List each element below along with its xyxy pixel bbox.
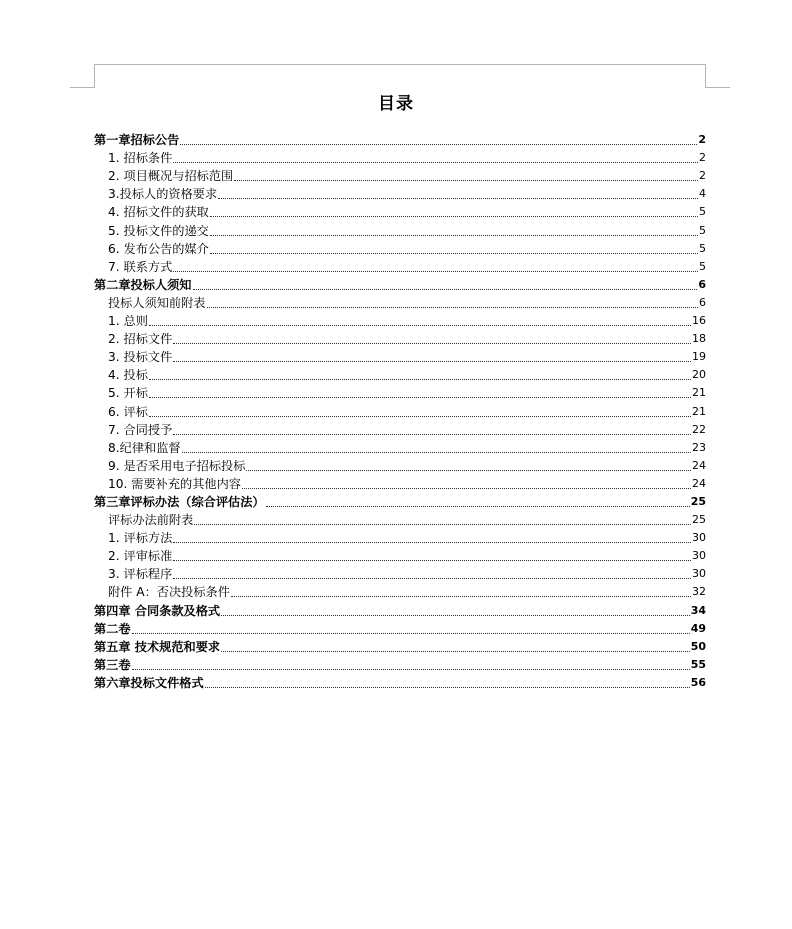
toc-section-entry[interactable] [94, 583, 706, 601]
toc-leader-dots [173, 541, 691, 543]
toc-entry-label: 3. 评标程序 [108, 567, 173, 582]
toc-leader-dots [173, 360, 691, 362]
toc-section-entry[interactable] [94, 312, 706, 330]
toc-chapter-entry[interactable] [94, 601, 706, 619]
toc-leader-dots [173, 559, 691, 561]
toc-chapter-entry[interactable] [94, 674, 706, 692]
toc-entry-page-number: 25 [690, 494, 706, 508]
toc-entry-label: 第六章投标文件格式 [94, 675, 204, 690]
toc-entry-label: 附件 A：否决投标条件 [108, 585, 230, 600]
toc-section-entry[interactable] [94, 203, 706, 221]
toc-entry-label: 1. 招标条件 [108, 151, 173, 166]
toc-leader-dots [242, 487, 691, 489]
toc-leader-dots [132, 632, 690, 634]
toc-section-entry[interactable] [94, 366, 706, 384]
toc-leader-dots [180, 143, 697, 145]
crop-mark-top-left [94, 64, 95, 88]
toc-entry-label: 投标人须知前附表 [108, 295, 206, 310]
toc-section-entry[interactable] [94, 348, 706, 366]
toc-section-entry[interactable] [94, 221, 706, 239]
toc-entry-label: 9. 是否采用电子招标投标 [108, 458, 246, 473]
toc-section-entry[interactable] [94, 439, 706, 457]
toc-entry-page-number: 2 [699, 169, 706, 183]
toc-entry-page-number: 2 [698, 133, 706, 147]
toc-leader-dots [193, 288, 698, 290]
toc-entry-label: 2. 项目概况与招标范围 [108, 169, 234, 184]
toc-entry-label: 6. 评标 [108, 404, 148, 419]
toc-leader-dots [218, 197, 698, 199]
toc-entry-page-number: 32 [692, 585, 706, 599]
toc-entry-label: 第五章 技术规范和要求 [94, 639, 221, 654]
toc-entry-page-number: 55 [690, 657, 706, 671]
toc-entry-label: 1. 总则 [108, 314, 148, 329]
toc-entry-page-number: 4 [699, 187, 706, 201]
toc-leader-dots [207, 306, 699, 308]
crop-mark-top-left-horizontal [70, 87, 94, 88]
toc-leader-dots [221, 614, 690, 616]
toc-entry-page-number: 30 [692, 567, 706, 581]
toc-entry-page-number: 5 [699, 205, 706, 219]
toc-chapter-entry[interactable] [94, 276, 706, 294]
crop-mark-top-right [705, 64, 706, 88]
toc-chapter-entry[interactable] [94, 638, 706, 656]
toc-entry-label: 4. 招标文件的获取 [108, 205, 209, 220]
toc-entry-label: 2. 招标文件 [108, 332, 173, 347]
toc-section-entry[interactable] [94, 384, 706, 402]
toc-entry-page-number: 34 [690, 603, 706, 617]
toc-entry-label: 评标办法前附表 [108, 513, 194, 528]
toc-entry-page-number: 2 [699, 151, 706, 165]
toc-entry-label: 第二章投标人须知 [94, 277, 192, 292]
toc-section-entry[interactable] [94, 185, 706, 203]
toc-leader-dots [149, 396, 691, 398]
crop-mark-top-right-horizontal [706, 87, 730, 88]
toc-leader-dots [205, 686, 690, 688]
toc-leader-dots [231, 595, 691, 597]
toc-entry-page-number: 16 [692, 314, 706, 328]
toc-entry-page-number: 20 [692, 368, 706, 382]
toc-section-entry[interactable] [94, 149, 706, 167]
toc-entry-label: 第一章招标公告 [94, 133, 180, 148]
toc-section-entry[interactable] [94, 475, 706, 493]
toc-entry-label: 6. 发布公告的媒介 [108, 241, 209, 256]
toc-section-entry[interactable] [94, 240, 706, 258]
toc-leader-dots [210, 252, 698, 254]
toc-entry-label: 第三章评标办法（综合评估法） [94, 494, 265, 509]
toc-entry-page-number: 19 [692, 350, 706, 364]
toc-leader-dots [234, 179, 698, 181]
toc-entry-label: 7. 联系方式 [108, 259, 173, 274]
toc-chapter-entry[interactable] [94, 131, 706, 149]
toc-leader-dots [149, 415, 691, 417]
toc-leader-dots [182, 451, 691, 453]
toc-section-entry[interactable] [94, 511, 706, 529]
toc-leader-dots [246, 469, 691, 471]
toc-leader-dots [173, 161, 698, 163]
toc-section-entry[interactable] [94, 167, 706, 185]
toc-leader-dots [149, 324, 691, 326]
toc-section-entry[interactable] [94, 258, 706, 276]
toc-entry-page-number: 30 [692, 549, 706, 563]
toc-entry-label: 5. 开标 [108, 386, 148, 401]
toc-entry-page-number: 6 [699, 295, 706, 309]
toc-entry-page-number: 23 [692, 440, 706, 454]
toc-entry-page-number: 49 [690, 621, 706, 635]
toc-leader-dots [132, 668, 690, 670]
toc-leader-dots [210, 234, 698, 236]
toc-entry-page-number: 6 [698, 277, 706, 291]
toc-section-entry[interactable] [94, 330, 706, 348]
toc-entry-page-number: 22 [692, 422, 706, 436]
toc-entry-label: 第二卷 [94, 621, 131, 636]
toc-entry-label: 第三卷 [94, 657, 131, 672]
toc-entry-label: 3. 投标文件 [108, 350, 173, 365]
toc-section-entry[interactable] [94, 457, 706, 475]
toc-entry-page-number: 50 [690, 639, 706, 653]
toc-entry-label: 2. 评审标准 [108, 549, 173, 564]
toc-entry-page-number: 30 [692, 531, 706, 545]
toc-leader-dots [266, 505, 690, 507]
toc-entry-page-number: 56 [690, 675, 706, 689]
toc-section-entry[interactable] [94, 529, 706, 547]
toc-leader-dots [221, 650, 690, 652]
toc-section-entry[interactable] [94, 565, 706, 583]
toc-entry-page-number: 21 [692, 386, 706, 400]
toc-entry-page-number: 5 [699, 241, 706, 255]
toc-entry-label: 8.纪律和监督 [108, 440, 181, 455]
table-of-contents [94, 131, 706, 692]
toc-entry-page-number: 21 [692, 404, 706, 418]
toc-entry-page-number: 24 [692, 458, 706, 472]
toc-chapter-entry[interactable] [94, 493, 706, 511]
toc-section-entry[interactable] [94, 402, 706, 420]
toc-section-entry[interactable] [94, 547, 706, 565]
toc-section-entry[interactable] [94, 421, 706, 439]
toc-chapter-entry[interactable] [94, 656, 706, 674]
toc-entry-label: 10. 需要补充的其他内容 [108, 476, 241, 491]
toc-entry-page-number: 5 [699, 259, 706, 273]
toc-entry-label: 3.投标人的资格要求 [108, 187, 218, 202]
toc-leader-dots [149, 378, 691, 380]
toc-leader-dots [210, 215, 698, 217]
toc-title: 目录 [378, 94, 414, 114]
toc-entry-page-number: 5 [699, 223, 706, 237]
toc-leader-dots [173, 433, 691, 435]
toc-entry-label: 7. 合同授予 [108, 422, 173, 437]
toc-entry-label: 1. 评标方法 [108, 531, 173, 546]
page-top-border [94, 64, 706, 65]
toc-leader-dots [173, 270, 698, 272]
toc-leader-dots [194, 523, 691, 525]
toc-leader-dots [173, 577, 691, 579]
toc-entry-page-number: 25 [692, 513, 706, 527]
toc-leader-dots [173, 342, 691, 344]
toc-section-entry[interactable] [94, 294, 706, 312]
toc-chapter-entry[interactable] [94, 620, 706, 638]
toc-entry-label: 4. 投标 [108, 368, 148, 383]
toc-entry-label: 第四章 合同条款及格式 [94, 603, 221, 618]
toc-entry-label: 5. 投标文件的递交 [108, 223, 209, 238]
toc-entry-page-number: 18 [692, 332, 706, 346]
toc-entry-page-number: 24 [692, 476, 706, 490]
